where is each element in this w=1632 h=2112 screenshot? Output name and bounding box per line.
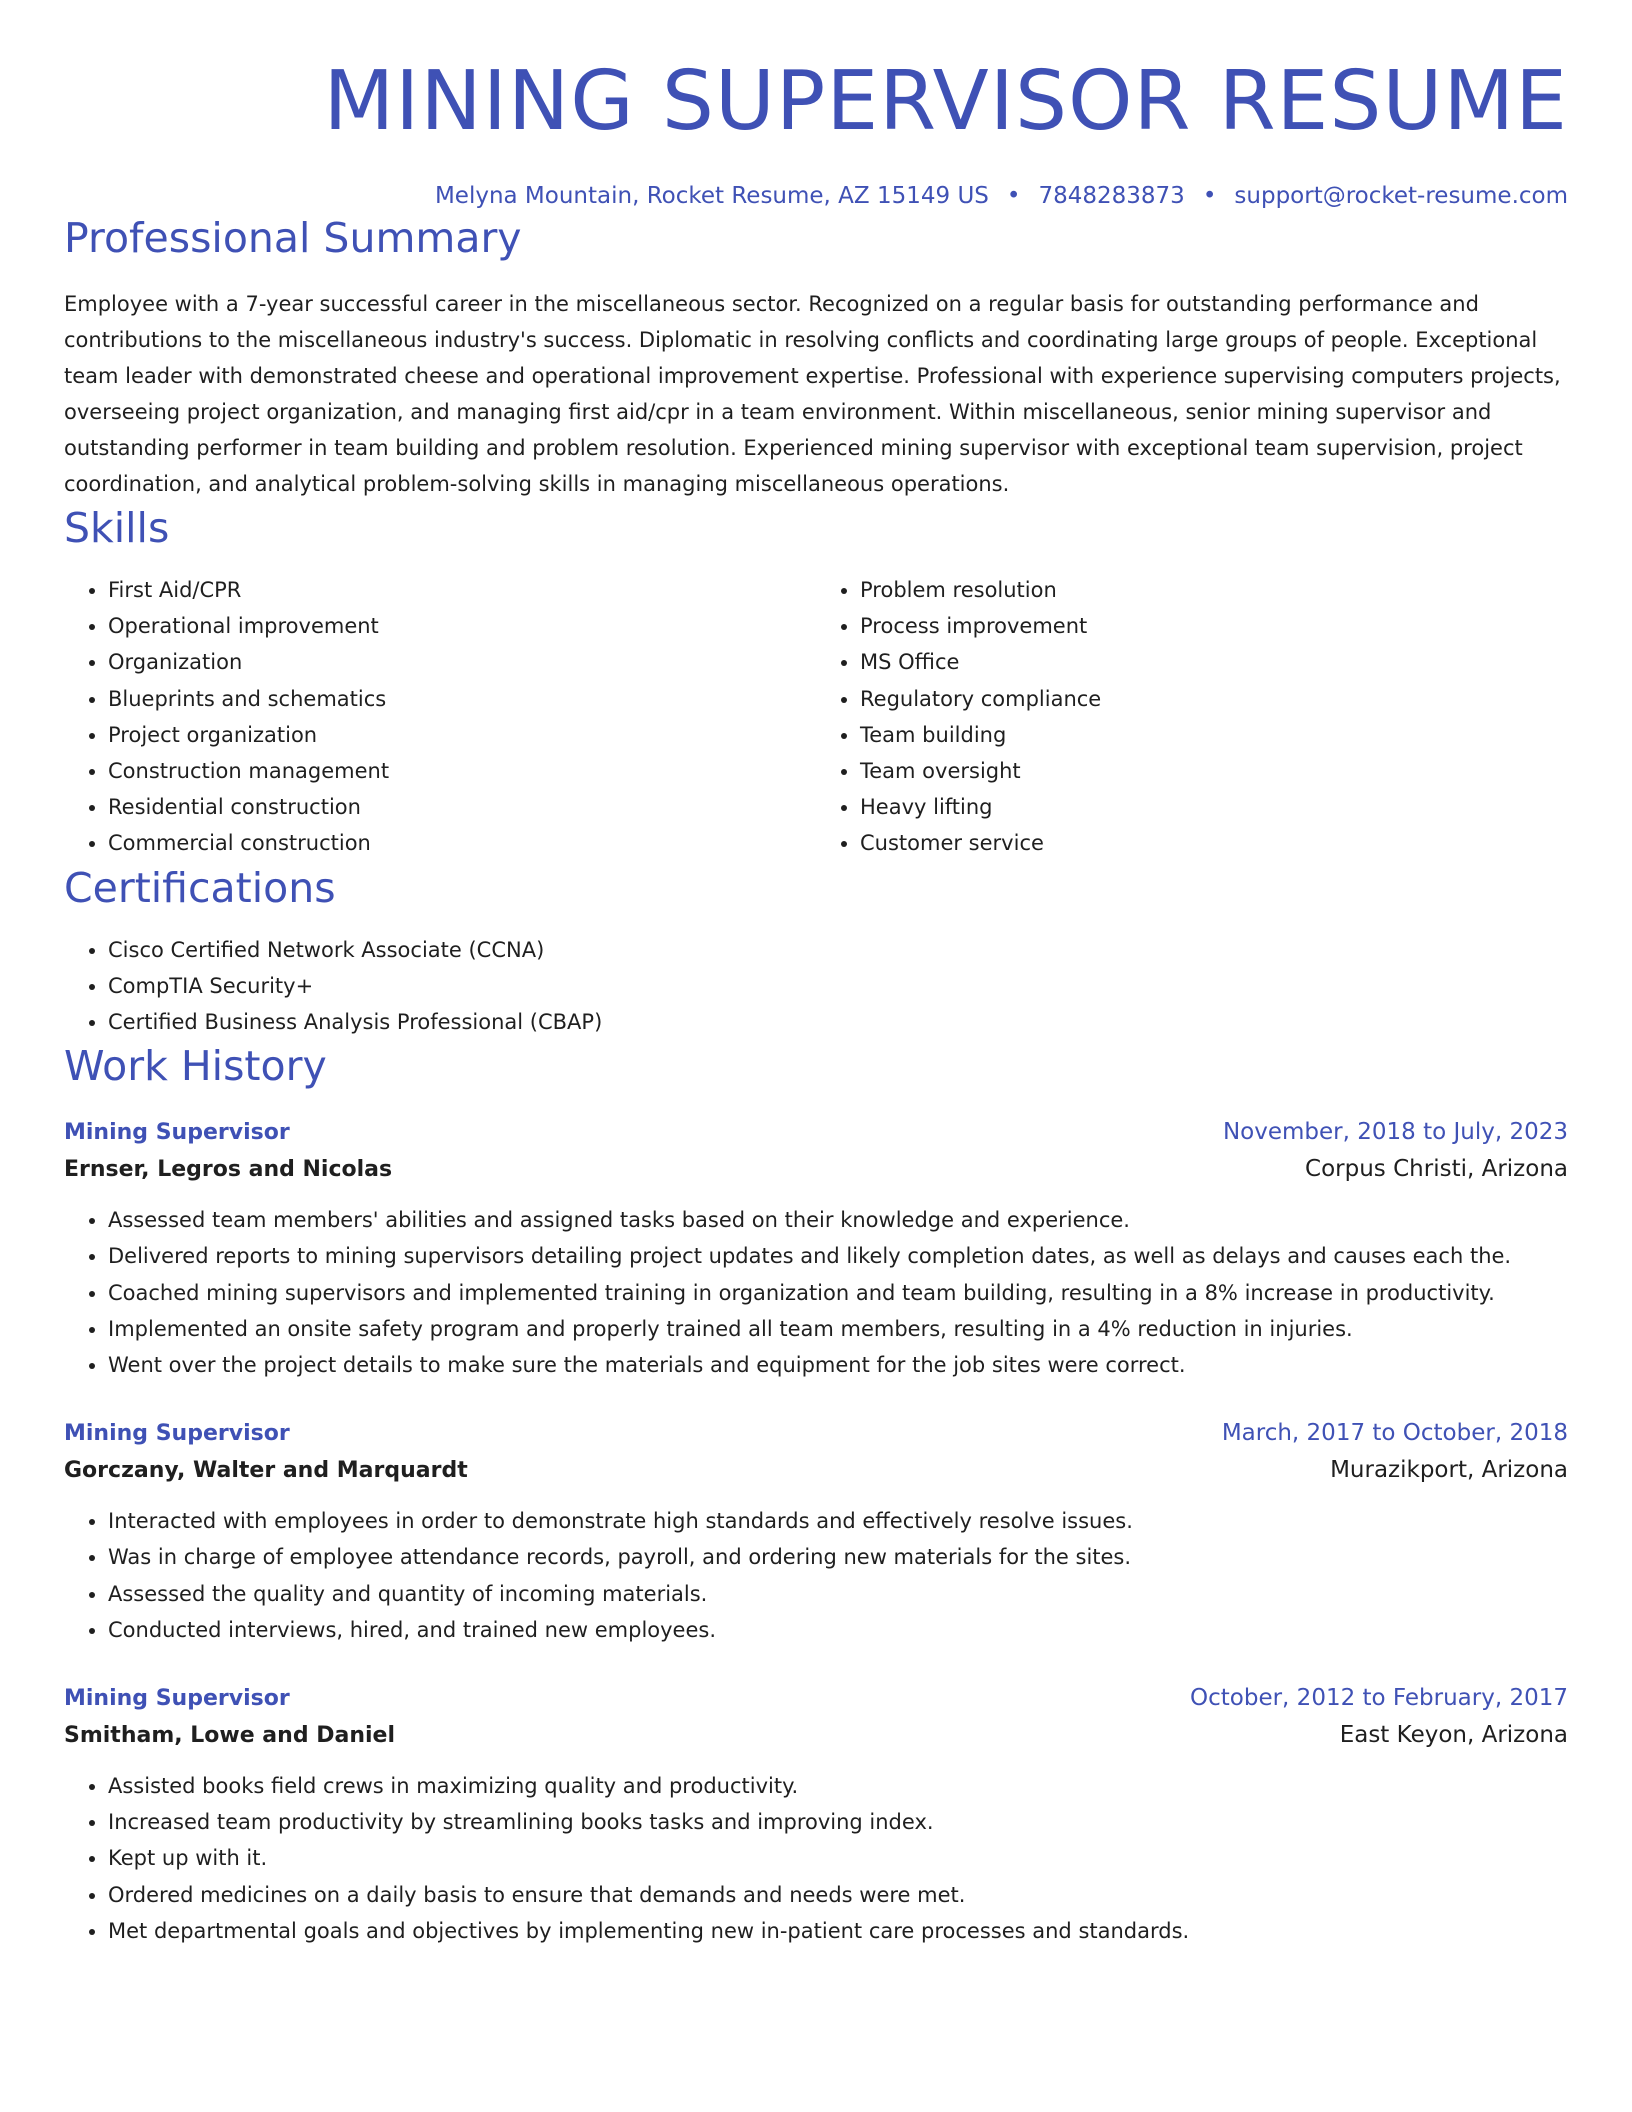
skill-item: • Customer service bbox=[860, 825, 1568, 861]
skill-item: • Construction management bbox=[108, 753, 816, 789]
job-duty-item: • Implemented an onsite safety program and properly trained all team members, resulting in a 4% reduction in injuries. bbox=[108, 1311, 1568, 1347]
job-duty-item: • Went over the project details to make sure the materials and equipment for the job sites were correct. bbox=[108, 1347, 1568, 1383]
skill-item: • MS Office bbox=[860, 644, 1568, 680]
job-company-row bbox=[64, 1151, 1568, 1188]
skill-item: • Team building bbox=[860, 717, 1568, 753]
certification-item: • Cisco Certified Network Associate (CCNA) bbox=[108, 932, 1568, 968]
job-duty-item: • Ordered medicines on a daily basis to ensure that demands and needs were met. bbox=[108, 1877, 1568, 1913]
skill-item: • First Aid/CPR bbox=[108, 572, 816, 608]
job-company: Ernser, Legros and Nicolas bbox=[64, 1157, 393, 1183]
contact-phone: 7848283873 bbox=[1038, 183, 1185, 209]
job-company: Smitham, Lowe and Daniel bbox=[64, 1723, 395, 1749]
job-duty-item: • Assessed team members' abilities and assigned tasks based on their knowledge and experience. bbox=[108, 1202, 1568, 1238]
job-duties-list bbox=[64, 1768, 1568, 1949]
skill-item: • Team oversight bbox=[860, 753, 1568, 789]
job-duty-item: • Was in charge of employee attendance records, payroll, and ordering new materials for the sites. bbox=[108, 1539, 1568, 1575]
job-location: Corpus Christi, Arizona bbox=[1305, 1156, 1568, 1183]
skills-list-right bbox=[816, 572, 1568, 862]
summary-heading: Professional Summary bbox=[64, 214, 522, 262]
certification-item: • CompTIA Security+ bbox=[108, 968, 1568, 1004]
job-duty-item: • Met departmental goals and objectives by implementing new in-patient care processes and standards. bbox=[108, 1913, 1568, 1949]
resume-page bbox=[64, 0, 1568, 1949]
contact-separator: • bbox=[1202, 183, 1217, 209]
job-duty-item: • Kept up with it. bbox=[108, 1840, 1568, 1876]
skill-item: • Commercial construction bbox=[108, 825, 816, 861]
contact-address: Melyna Mountain, Rocket Resume, AZ 15149 US bbox=[434, 183, 989, 209]
job-title: Mining Supervisor bbox=[64, 1421, 290, 1447]
summary-text: Employee with a 7-year successful career in the miscellaneous sector. Recognized on a regular basis for outstanding performance and contributions to the miscellaneous industry's success. Diplomatic in resolving conflicts and coordinating large groups of people. Exceptional team leader with demonstrated cheese and operational improvement expertise. Professional with experience supervising computers projects, overseeing project organization, and managing first aid/cpr in a team environment. Within miscellaneous, senior mining supervisor and outstanding performer in team building and problem resolution. Experienced mining supervisor with exceptional team supervision, project coordination, and analytical problem-solving skills in managing miscellaneous operations. bbox=[64, 292, 1561, 496]
job-title-row bbox=[64, 1114, 1568, 1151]
skill-item: • Operational improvement bbox=[108, 608, 816, 644]
skills-heading: Skills bbox=[64, 504, 170, 552]
certification-item: • Certified Business Analysis Professional (CBAP) bbox=[108, 1004, 1568, 1040]
job-entry bbox=[64, 1415, 1568, 1648]
job-company: Gorczany, Walter and Marquardt bbox=[64, 1458, 468, 1484]
skill-item: • Regulatory compliance bbox=[860, 681, 1568, 717]
skill-item: • Project organization bbox=[108, 717, 816, 753]
skills-list-left bbox=[64, 572, 816, 862]
contact-email[interactable]: support@rocket-resume.com bbox=[1234, 183, 1568, 209]
job-location: Murazikport, Arizona bbox=[1330, 1457, 1568, 1484]
skill-item: • Process improvement bbox=[860, 608, 1568, 644]
skill-item: • Heavy lifting bbox=[860, 789, 1568, 825]
skill-item: • Problem resolution bbox=[860, 572, 1568, 608]
contact-separator: • bbox=[1006, 183, 1021, 209]
job-dates: October, 2012 to February, 2017 bbox=[1190, 1685, 1568, 1712]
job-duties-list bbox=[64, 1202, 1568, 1383]
job-duty-item: • Conducted interviews, hired, and trained new employees. bbox=[108, 1612, 1568, 1648]
job-title-row bbox=[64, 1680, 1568, 1717]
contact-line bbox=[64, 180, 1568, 212]
skill-item: • Organization bbox=[108, 644, 816, 680]
work-history-heading: Work History bbox=[64, 1042, 327, 1091]
job-duty-item: • Assessed the quality and quantity of incoming materials. bbox=[108, 1576, 1568, 1612]
job-company-row bbox=[64, 1717, 1568, 1754]
job-company-row bbox=[64, 1452, 1568, 1489]
job-duty-item: • Coached mining supervisors and implemented training in organization and team building, resulting in a 8% increase in productivity. bbox=[108, 1275, 1568, 1311]
resume-title: MINING SUPERVISOR RESUME bbox=[323, 54, 1568, 149]
skills-columns bbox=[64, 572, 1568, 862]
job-duty-item: • Increased team productivity by streamlining books tasks and improving index. bbox=[108, 1804, 1568, 1840]
job-duty-item: • Interacted with employees in order to demonstrate high standards and effectively resolve issues. bbox=[108, 1503, 1568, 1539]
job-dates: November, 2018 to July, 2023 bbox=[1222, 1119, 1568, 1146]
job-duty-item: • Delivered reports to mining supervisors detailing project updates and likely completion dates, as well as delays and causes each the. bbox=[108, 1238, 1568, 1274]
job-dates: March, 2017 to October, 2018 bbox=[1221, 1420, 1568, 1447]
job-location: East Keyon, Arizona bbox=[1339, 1722, 1568, 1749]
certifications-list bbox=[64, 932, 1568, 1041]
job-title: Mining Supervisor bbox=[64, 1686, 290, 1712]
job-title: Mining Supervisor bbox=[64, 1120, 290, 1146]
certifications-heading: Certifications bbox=[64, 863, 336, 912]
job-duties-list bbox=[64, 1503, 1568, 1648]
job-entry bbox=[64, 1114, 1568, 1383]
job-entry bbox=[64, 1680, 1568, 1949]
job-title-row bbox=[64, 1415, 1568, 1452]
skill-item: • Blueprints and schematics bbox=[108, 681, 816, 717]
job-duty-item: • Assisted books field crews in maximizing quality and productivity. bbox=[108, 1768, 1568, 1804]
skill-item: • Residential construction bbox=[108, 789, 816, 825]
